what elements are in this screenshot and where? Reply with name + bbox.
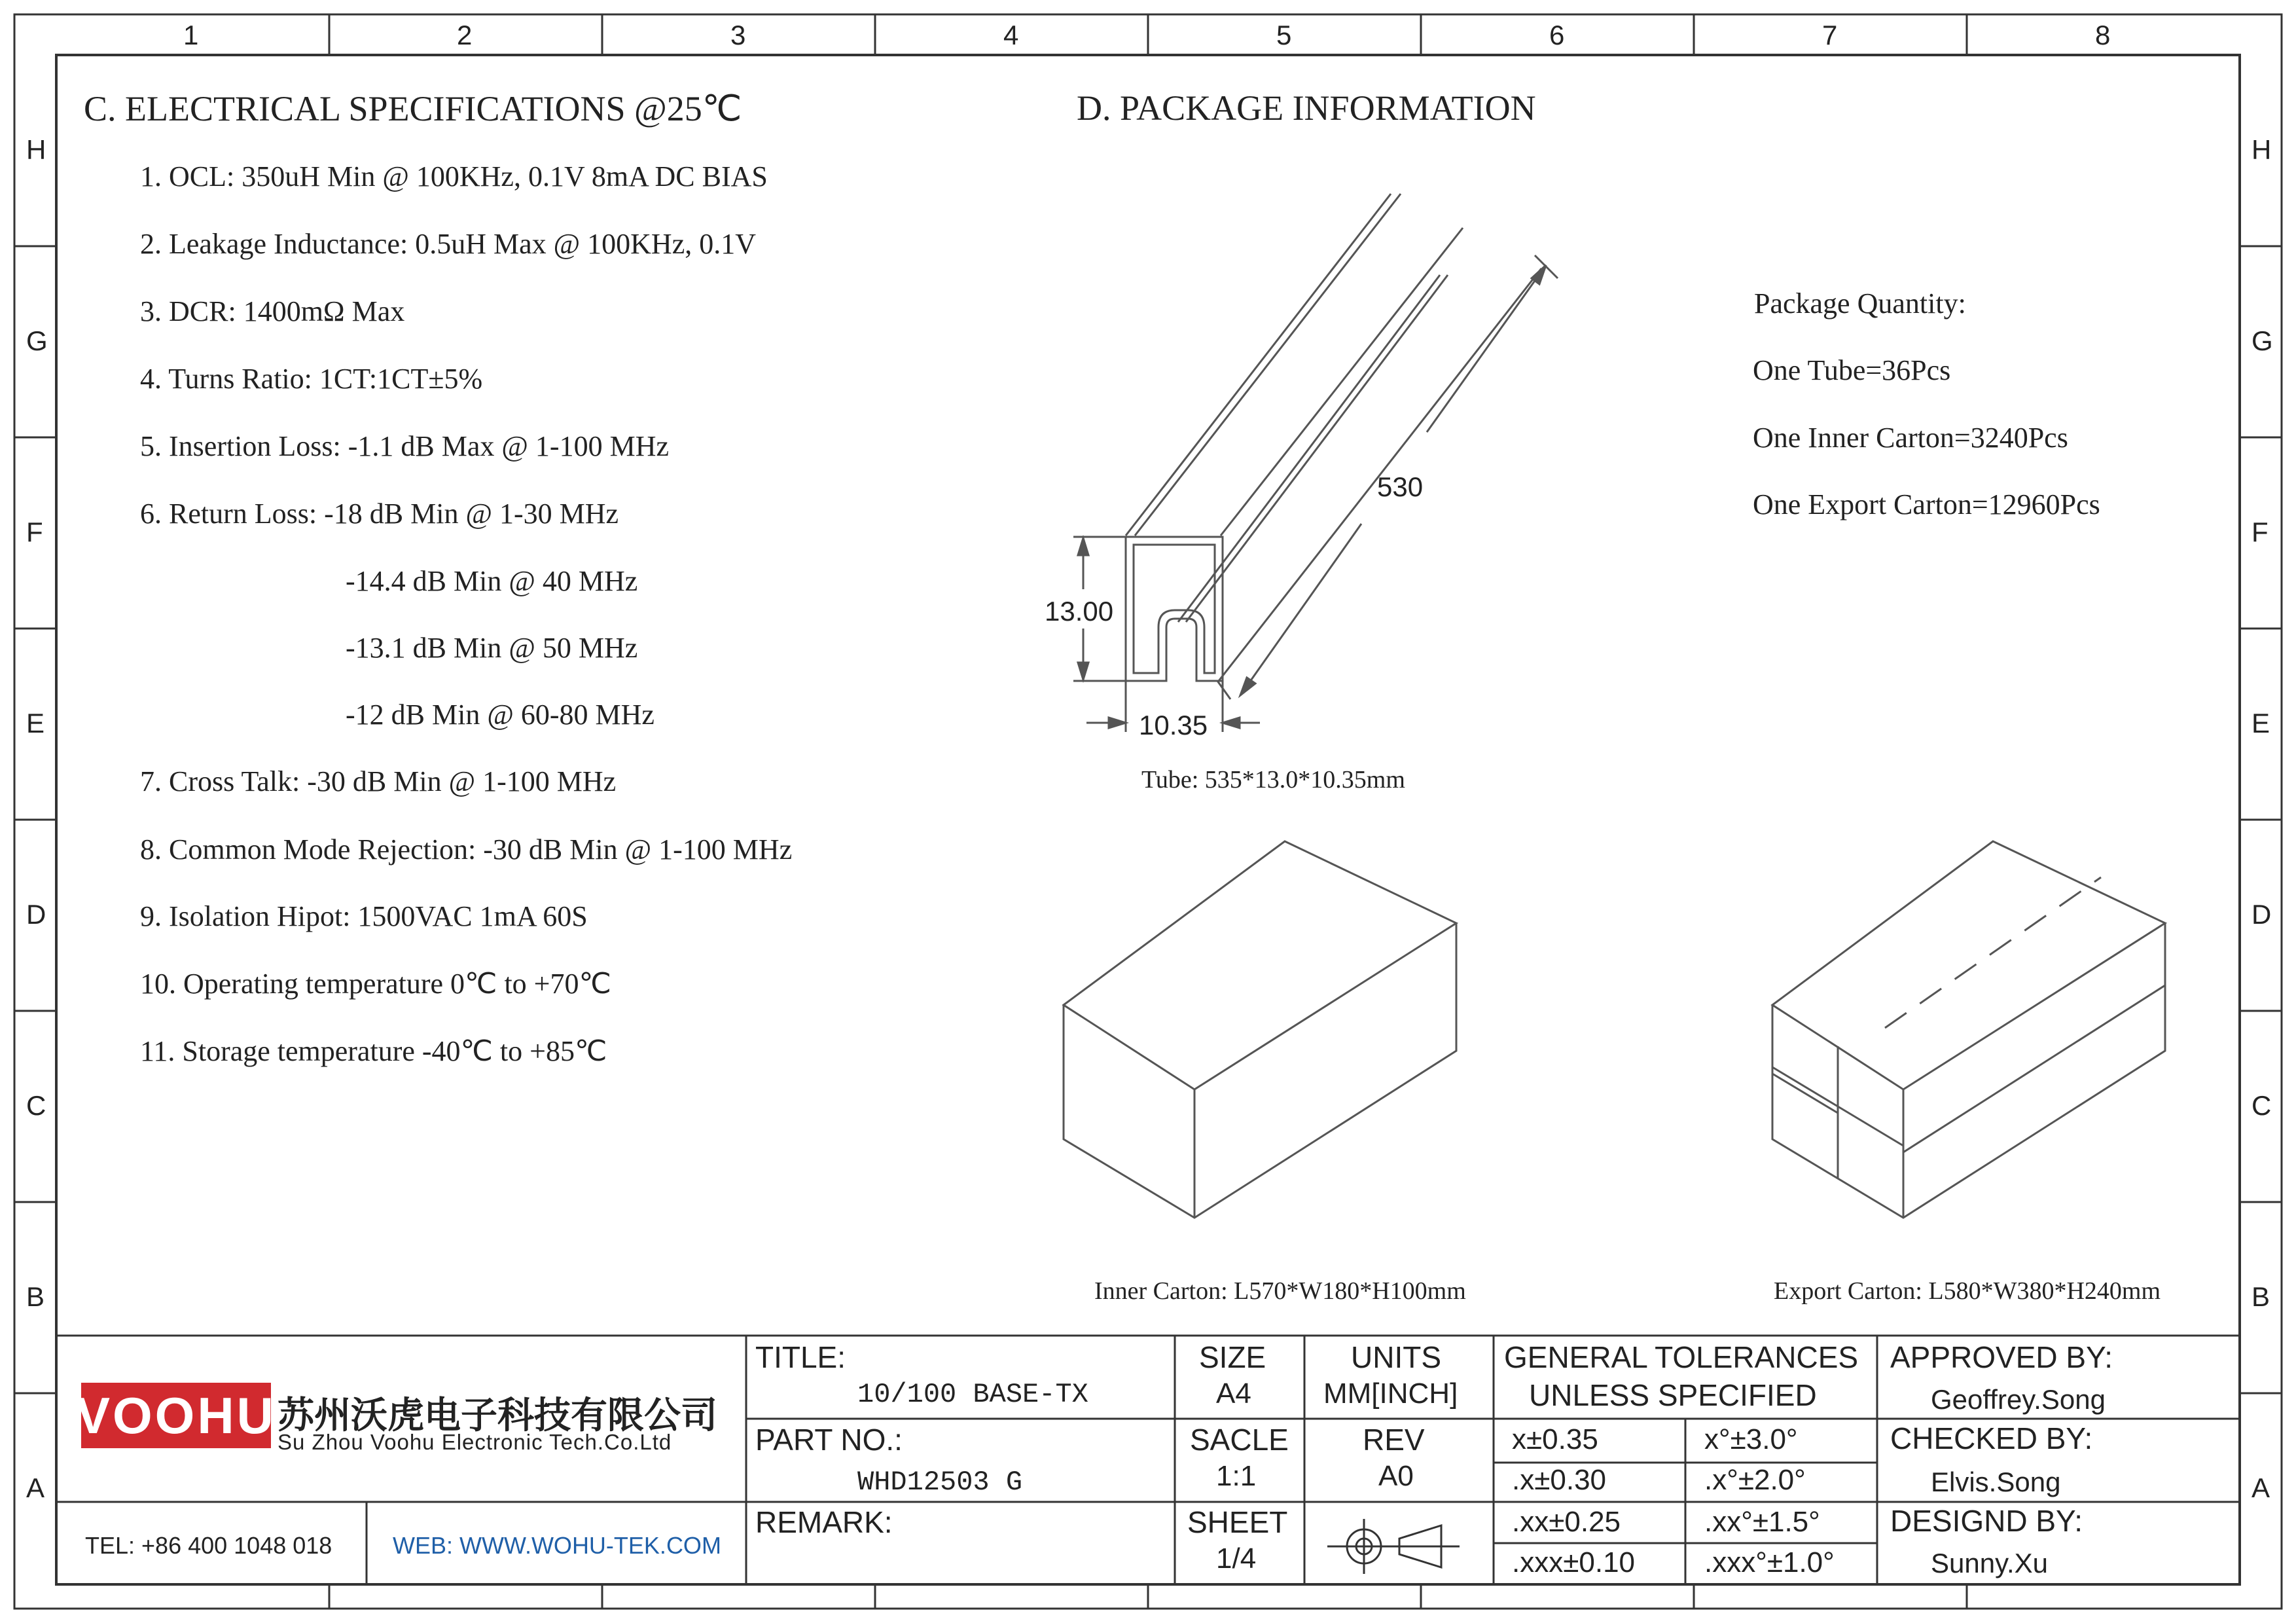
spec-item: -12 dB Min @ 60-80 MHz [346,699,655,731]
tolerance-label-1: GENERAL TOLERANCES [1504,1340,1859,1374]
zone-col-7: 7 [1822,20,1838,50]
package-quantity-title: Package Quantity: [1754,287,1966,319]
scale-label: SACLE [1190,1423,1289,1457]
zone-row-d-left: D [26,899,46,930]
rev-label: REV [1363,1423,1425,1457]
checked-by-label: CHECKED BY: [1890,1421,2093,1455]
tolerance-angular: .xxx°±1.0° [1704,1546,1835,1578]
spec-item: 5. Insertion Loss: -1.1 dB Max @ 1-100 MHz [140,430,670,462]
size-value: A4 [1216,1377,1251,1410]
projection-symbol-icon [1327,1519,1460,1574]
package-quantity-tube: One Tube=36Pcs [1753,354,1951,386]
spec-item: 10. Operating temperature 0℃ to +70℃ [140,968,611,1000]
sheet-label: SHEET [1187,1505,1288,1539]
zone-row-h-right: H [2251,134,2272,165]
zone-row-f-left: F [26,517,43,547]
tolerance-angular: .xx°±1.5° [1704,1506,1820,1538]
part-no-value: WHD12503 G [857,1467,1023,1498]
company-name-cn: 苏州沃虎电子科技有限公司 [278,1395,717,1436]
tolerance-linear: .xxx±0.10 [1512,1546,1636,1578]
spec-item: 2. Leakage Inductance: 0.5uH Max @ 100KHz, 0.1V [140,228,757,260]
approved-by-value: Geoffrey.Song [1931,1384,2106,1415]
checked-by-value: Elvis.Song [1931,1467,2061,1497]
approved-by-label: APPROVED BY: [1890,1340,2113,1374]
inner-carton-caption: Inner Carton: L570*W180*H100mm [1094,1277,1466,1305]
part-no-label: PART NO.: [755,1423,903,1457]
size-label: SIZE [1199,1340,1266,1374]
scale-value: 1:1 [1216,1460,1257,1492]
tolerance-linear: .xx±0.25 [1512,1506,1621,1538]
spec-item: 4. Turns Ratio: 1CT:1CT±5% [140,363,483,395]
zone-row-g-right: G [2251,325,2273,356]
title-label: TITLE: [755,1340,846,1374]
electrical-spec-heading: C. ELECTRICAL SPECIFICATIONS @25℃ [84,89,742,128]
inner-carton-drawing [1064,841,1456,1218]
company-name-en: Su Zhou Voohu Electronic Tech.Co.Ltd [278,1430,672,1454]
tube-width-dimension: 10.35 [1139,710,1208,740]
tolerance-label-2: UNLESS SPECIFIED [1529,1378,1817,1412]
tube-height-dimension: 13.00 [1045,596,1114,627]
sheet-value: 1/4 [1216,1542,1257,1575]
package-heading: D. PACKAGE INFORMATION [1077,88,1536,128]
tolerance-angular: .x°±2.0° [1704,1464,1806,1496]
rev-value: A0 [1378,1460,1414,1492]
zone-row-d-right: D [2251,899,2272,930]
spec-item: 8. Common Mode Rejection: -30 dB Min @ 1-100 MHz [140,833,793,866]
spec-item: 3. DCR: 1400mΩ Max [140,295,405,327]
remark-label: REMARK: [755,1505,893,1539]
zone-col-5: 5 [1276,20,1292,50]
company-logo: VOOHU [81,1383,271,1448]
designed-by-label: DESIGND BY: [1890,1504,2083,1538]
zone-row-c-left: C [26,1090,46,1121]
title-value: 10/100 BASE-TX [857,1379,1088,1410]
designed-by-value: Sunny.Xu [1931,1548,2049,1578]
company-web-link[interactable]: WEB: WWW.WOHU-TEK.COM [393,1532,721,1559]
spec-item: 1. OCL: 350uH Min @ 100KHz, 0.1V 8mA DC BIAS [140,160,768,192]
zone-row-c-right: C [2251,1090,2272,1121]
spec-item: 9. Isolation Hipot: 1500VAC 1mA 60S [140,900,588,932]
spec-item: -13.1 dB Min @ 50 MHz [346,632,638,664]
tube-caption: Tube: 535*13.0*10.35mm [1141,766,1405,793]
zone-row-e-right: E [2251,708,2270,739]
units-value: MM[INCH] [1323,1377,1458,1410]
export-carton-caption: Export Carton: L580*W380*H240mm [1774,1277,2161,1305]
zone-col-8: 8 [2095,20,2111,50]
zone-col-4: 4 [1003,20,1019,50]
tube-length-dimension: 530 [1377,471,1424,502]
zone-col-2: 2 [457,20,473,50]
zone-row-f-right: F [2251,517,2269,547]
export-carton-drawing [1772,841,2165,1218]
spec-item: -14.4 dB Min @ 40 MHz [346,565,638,597]
zone-row-h-left: H [26,134,46,165]
zone-row-g-left: G [26,325,48,356]
zone-col-6: 6 [1549,20,1565,50]
spec-item: 6. Return Loss: -18 dB Min @ 1-30 MHz [140,498,619,530]
zone-row-a-right: A [2251,1472,2270,1503]
tolerance-angular: x°±3.0° [1704,1423,1798,1455]
zone-row-b-right: B [2251,1281,2270,1312]
zone-col-3: 3 [730,20,746,50]
company-tel: TEL: +86 400 1048 018 [85,1532,332,1559]
zone-row-e-left: E [26,708,45,739]
tolerance-linear: x±0.35 [1512,1423,1598,1455]
spec-item: 7. Cross Talk: -30 dB Min @ 1-100 MHz [140,765,617,797]
units-label: UNITS [1351,1340,1441,1374]
tolerance-linear: .x±0.30 [1512,1464,1607,1496]
zone-col-1: 1 [183,20,199,50]
tube-drawing [1073,194,1558,732]
zone-row-a-left: A [26,1472,45,1503]
spec-item: 11. Storage temperature -40℃ to +85℃ [140,1035,607,1067]
zone-row-b-left: B [26,1281,45,1312]
package-quantity-inner: One Inner Carton=3240Pcs [1753,422,2068,454]
package-quantity-export: One Export Carton=12960Pcs [1753,488,2100,520]
